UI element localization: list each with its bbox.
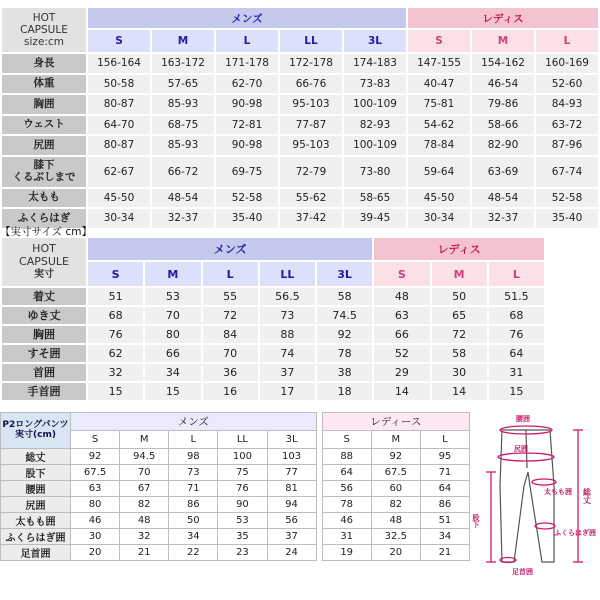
table-cell: 78 — [317, 345, 372, 362]
table-cell: 14 — [432, 383, 487, 400]
table-cell: 103 — [267, 449, 316, 465]
table-cell: 56 — [267, 513, 316, 529]
table-cell: 46 — [71, 513, 120, 529]
table-cell: 67.5 — [371, 465, 420, 481]
table-cell: 45-50 — [408, 189, 470, 208]
table-cell: 32-37 — [472, 209, 534, 228]
table-cell: 85-93 — [152, 136, 214, 155]
table-cell: 72 — [432, 326, 487, 343]
size-header: M — [432, 262, 487, 286]
table-cell: 48 — [374, 288, 429, 305]
actual-size-caption: 【実寸サイズ cm】 — [0, 226, 92, 238]
table-cell: 40-47 — [408, 75, 470, 94]
table-corner: HOT CAPSULE 実寸 — [2, 238, 86, 286]
table-cell: 67.5 — [71, 465, 120, 481]
table-cell: 75-81 — [408, 95, 470, 114]
table-cell: 63 — [71, 481, 120, 497]
table-cell: 37 — [267, 529, 316, 545]
table-cell: 90-98 — [216, 95, 278, 114]
table-cell: 53 — [218, 513, 267, 529]
mens-group-header: メンズ — [71, 413, 317, 431]
table-cell: 35 — [218, 529, 267, 545]
table-cell: 69-75 — [216, 157, 278, 187]
table-cell: 81 — [267, 481, 316, 497]
thigh-label: 太もも囲 — [544, 488, 572, 496]
size-header: L — [420, 431, 469, 449]
table-cell: 66 — [374, 326, 429, 343]
table-cell: 58-66 — [472, 116, 534, 135]
table-cell: 90-98 — [216, 136, 278, 155]
table-cell: 82 — [371, 497, 420, 513]
size-header: S — [408, 30, 470, 52]
table-cell: 70 — [120, 465, 169, 481]
table-cell: 31 — [322, 529, 371, 545]
table-cell: 17 — [260, 383, 315, 400]
row-header: 股下 — [1, 465, 71, 481]
table-cell: 54-62 — [408, 116, 470, 135]
table-cell: 75 — [218, 465, 267, 481]
size-header: LL — [218, 431, 267, 449]
table-cell: 53 — [145, 288, 200, 305]
table-row — [2, 326, 544, 343]
table-cell: 72 — [203, 307, 258, 324]
table-row — [2, 189, 598, 208]
table-cell: 70 — [145, 307, 200, 324]
ladies-group-header: レディス — [374, 238, 544, 260]
size-header: L — [169, 431, 218, 449]
table-cell: 35-40 — [216, 209, 278, 228]
table-cell: 73 — [169, 465, 218, 481]
size-header: M — [472, 30, 534, 52]
table-cell: 62 — [88, 345, 143, 362]
table-cell: 20 — [71, 545, 120, 561]
table-cell: 63-72 — [536, 116, 598, 135]
table-row — [2, 288, 544, 305]
table-row — [2, 157, 598, 187]
table-cell: 51 — [420, 513, 469, 529]
table-cell: 29 — [374, 364, 429, 381]
table-cell: 58-65 — [344, 189, 406, 208]
table-cell: 67-74 — [536, 157, 598, 187]
table-cell: 35-40 — [536, 209, 598, 228]
table-cell: 94.5 — [120, 449, 169, 465]
row-header: ウェスト — [2, 116, 86, 135]
table-cell: 80 — [145, 326, 200, 343]
table-corner: HOT CAPSULE size:cm — [2, 8, 86, 52]
table-cell: 76 — [489, 326, 544, 343]
table-cell: 68 — [88, 307, 143, 324]
table-cell: 86 — [169, 497, 218, 513]
size-header: L — [536, 30, 598, 52]
table-cell: 94 — [267, 497, 316, 513]
table-cell: 86 — [420, 497, 469, 513]
table-cell: 64 — [420, 481, 469, 497]
row-header: 尻囲 — [2, 136, 86, 155]
table-cell: 79-86 — [472, 95, 534, 114]
table-cell: 34 — [145, 364, 200, 381]
table-cell: 77 — [267, 465, 316, 481]
table-cell: 32 — [88, 364, 143, 381]
table-cell: 57-65 — [152, 75, 214, 94]
table-row — [2, 345, 544, 362]
table-cell: 76 — [88, 326, 143, 343]
table-cell: 80-87 — [88, 136, 150, 155]
table-row — [2, 95, 598, 114]
row-header: 手首囲 — [2, 383, 86, 400]
table-cell: 14 — [374, 383, 429, 400]
table-cell: 163-172 — [152, 54, 214, 73]
row-header: 太もも — [2, 189, 86, 208]
table-cell: 172-178 — [280, 54, 342, 73]
table-cell: 82-93 — [344, 116, 406, 135]
table-cell: 87-96 — [536, 136, 598, 155]
table-cell: 52-58 — [536, 189, 598, 208]
table-cell: 38 — [317, 364, 372, 381]
body-size-rows — [2, 54, 598, 228]
thigh-marker — [532, 479, 556, 485]
row-header: ゆき丈 — [2, 307, 86, 324]
table-row — [1, 513, 470, 529]
top-size-rows — [2, 288, 544, 400]
size-header: S — [322, 431, 371, 449]
table-cell: 147-155 — [408, 54, 470, 73]
table-cell: 30 — [71, 529, 120, 545]
table-row — [1, 465, 470, 481]
table-cell: 32.5 — [371, 529, 420, 545]
mens-group-header: メンズ — [88, 238, 372, 260]
table-row — [2, 136, 598, 155]
ladies-group-header: レディース — [322, 413, 469, 431]
pants-size-table — [0, 412, 470, 561]
table-cell: 67 — [120, 481, 169, 497]
table-cell: 30 — [432, 364, 487, 381]
table-cell: 100 — [218, 449, 267, 465]
table-cell: 78-84 — [408, 136, 470, 155]
row-header: 総丈 — [1, 449, 71, 465]
size-header: S — [88, 30, 150, 52]
table-cell: 52-58 — [216, 189, 278, 208]
table-row — [2, 54, 598, 73]
table-cell: 65 — [432, 307, 487, 324]
size-header: 3L — [267, 431, 316, 449]
table-cell: 90 — [218, 497, 267, 513]
table-cell: 46 — [322, 513, 371, 529]
table-row — [1, 449, 470, 465]
table-cell: 30-34 — [88, 209, 150, 228]
table-cell: 66-76 — [280, 75, 342, 94]
table-cell: 62-67 — [88, 157, 150, 187]
row-header: 足首囲 — [1, 545, 71, 561]
table-cell: 32-37 — [152, 209, 214, 228]
table-row — [1, 481, 470, 497]
table-cell: 95-103 — [280, 136, 342, 155]
table-row — [2, 116, 598, 135]
table-cell: 88 — [322, 449, 371, 465]
ankle-label: 足首囲 — [512, 568, 533, 576]
size-header: 3L — [344, 30, 406, 52]
table-cell: 78 — [322, 497, 371, 513]
size-header: M — [371, 431, 420, 449]
table-cell: 77-87 — [280, 116, 342, 135]
table-cell: 60 — [371, 481, 420, 497]
table-cell: 74.5 — [317, 307, 372, 324]
table-cell: 156-164 — [88, 54, 150, 73]
table-cell: 84 — [203, 326, 258, 343]
table-cell: 64-70 — [88, 116, 150, 135]
hip-label: 尻囲 — [514, 445, 528, 453]
row-header: 首囲 — [2, 364, 86, 381]
ladies-group-header: レディス — [408, 8, 598, 28]
size-header: L — [489, 262, 544, 286]
table-cell: 48 — [371, 513, 420, 529]
table-cell: 15 — [489, 383, 544, 400]
size-header: S — [88, 262, 143, 286]
table-corner: P2ロングパンツ 実寸(cm) — [1, 413, 71, 449]
table-cell: 39-45 — [344, 209, 406, 228]
table-cell: 21 — [120, 545, 169, 561]
table-cell: 52-60 — [536, 75, 598, 94]
table-cell: 95 — [420, 449, 469, 465]
size-header: M — [120, 431, 169, 449]
table-cell: 55 — [203, 288, 258, 305]
table-cell: 16 — [203, 383, 258, 400]
row-header: 太もも囲 — [1, 513, 71, 529]
row-header: 胸囲 — [2, 95, 86, 114]
table-cell: 15 — [145, 383, 200, 400]
table-cell: 15 — [88, 383, 143, 400]
table-cell: 92 — [71, 449, 120, 465]
table-cell: 73-80 — [344, 157, 406, 187]
table-cell: 46-54 — [472, 75, 534, 94]
table-cell: 82 — [120, 497, 169, 513]
row-header: すそ囲 — [2, 345, 86, 362]
table-cell: 23 — [218, 545, 267, 561]
table-cell: 76 — [218, 481, 267, 497]
table-cell: 52 — [374, 345, 429, 362]
table-row — [1, 497, 470, 513]
waist-label: 腰囲 — [516, 415, 530, 423]
table-cell: 88 — [260, 326, 315, 343]
table-cell: 62-70 — [216, 75, 278, 94]
row-header: 胸囲 — [2, 326, 86, 343]
table-cell: 48-54 — [472, 189, 534, 208]
table-cell: 64 — [322, 465, 371, 481]
table-cell: 19 — [322, 545, 371, 561]
body-size-table — [0, 6, 600, 230]
table-cell: 80 — [71, 497, 120, 513]
table-cell: 73 — [260, 307, 315, 324]
row-header: ふくらはぎ — [2, 209, 86, 228]
table-cell: 80-87 — [88, 95, 150, 114]
table-cell: 84-93 — [536, 95, 598, 114]
mens-group-header: メンズ — [88, 8, 406, 28]
row-header: 尻囲 — [1, 497, 71, 513]
table-cell: 70 — [203, 345, 258, 362]
table-cell: 66 — [145, 345, 200, 362]
table-cell: 30-34 — [408, 209, 470, 228]
size-header: S — [374, 262, 429, 286]
table-cell: 174-183 — [344, 54, 406, 73]
table-cell: 24 — [267, 545, 316, 561]
table-cell: 37 — [260, 364, 315, 381]
row-header: 着丈 — [2, 288, 86, 305]
row-header: ふくらはぎ囲 — [1, 529, 71, 545]
table-cell: 48-54 — [152, 189, 214, 208]
table-cell: 34 — [169, 529, 218, 545]
table-cell: 50 — [169, 513, 218, 529]
table-cell: 63-69 — [472, 157, 534, 187]
size-header: L — [203, 262, 258, 286]
table-cell: 32 — [120, 529, 169, 545]
table-cell: 36 — [203, 364, 258, 381]
table-cell: 31 — [489, 364, 544, 381]
table-cell: 100-109 — [344, 136, 406, 155]
table-cell: 56.5 — [260, 288, 315, 305]
size-header: M — [145, 262, 200, 286]
table-cell: 160-169 — [536, 54, 598, 73]
table-cell: 100-109 — [344, 95, 406, 114]
table-cell: 58 — [317, 288, 372, 305]
table-cell: 50-58 — [88, 75, 150, 94]
top-actual-size-table — [0, 236, 546, 402]
table-cell: 92 — [317, 326, 372, 343]
table-row — [2, 307, 544, 324]
calf-marker — [535, 523, 555, 529]
inseam-label: 股下 — [472, 514, 480, 528]
table-cell: 21 — [420, 545, 469, 561]
table-cell: 48 — [120, 513, 169, 529]
table-cell: 64 — [489, 345, 544, 362]
table-cell: 56 — [322, 481, 371, 497]
table-cell: 92 — [371, 449, 420, 465]
row-header: 身長 — [2, 54, 86, 73]
table-cell: 58 — [432, 345, 487, 362]
table-cell: 45-50 — [88, 189, 150, 208]
table-cell: 72-79 — [280, 157, 342, 187]
table-cell: 171-178 — [216, 54, 278, 73]
table-row — [1, 545, 470, 561]
row-header: 膝下 くるぶしまで — [2, 157, 86, 187]
size-header: L — [216, 30, 278, 52]
table-cell: 50 — [432, 288, 487, 305]
table-cell: 18 — [317, 383, 372, 400]
size-header: S — [71, 431, 120, 449]
hip-marker — [498, 453, 554, 461]
table-cell: 51.5 — [489, 288, 544, 305]
table-cell: 71 — [169, 481, 218, 497]
table-cell: 51 — [88, 288, 143, 305]
table-cell: 55-62 — [280, 189, 342, 208]
table-cell: 68 — [489, 307, 544, 324]
table-cell: 85-93 — [152, 95, 214, 114]
table-row — [1, 529, 470, 545]
table-cell: 71 — [420, 465, 469, 481]
table-cell: 68-75 — [152, 116, 214, 135]
table-cell: 37-42 — [280, 209, 342, 228]
table-cell: 98 — [169, 449, 218, 465]
table-cell: 72-81 — [216, 116, 278, 135]
size-header: 3L — [317, 262, 372, 286]
table-row — [2, 75, 598, 94]
table-row — [2, 383, 544, 400]
table-cell: 20 — [371, 545, 420, 561]
table-cell: 66-72 — [152, 157, 214, 187]
size-header: LL — [280, 30, 342, 52]
table-cell: 74 — [260, 345, 315, 362]
pants-measurement-diagram — [474, 410, 600, 580]
table-row — [2, 364, 544, 381]
table-cell: 95-103 — [280, 95, 342, 114]
row-header: 腰囲 — [1, 481, 71, 497]
table-cell: 22 — [169, 545, 218, 561]
table-cell: 59-64 — [408, 157, 470, 187]
table-cell: 34 — [420, 529, 469, 545]
table-cell: 82-90 — [472, 136, 534, 155]
table-cell: 154-162 — [472, 54, 534, 73]
table-cell: 63 — [374, 307, 429, 324]
total-length-label: 総丈 — [582, 488, 592, 504]
pants-size-rows — [1, 449, 470, 561]
size-header: M — [152, 30, 214, 52]
size-header: LL — [260, 262, 315, 286]
table-cell: 73-83 — [344, 75, 406, 94]
calf-label: ふくらはぎ囲 — [554, 529, 596, 537]
row-header: 体重 — [2, 75, 86, 94]
